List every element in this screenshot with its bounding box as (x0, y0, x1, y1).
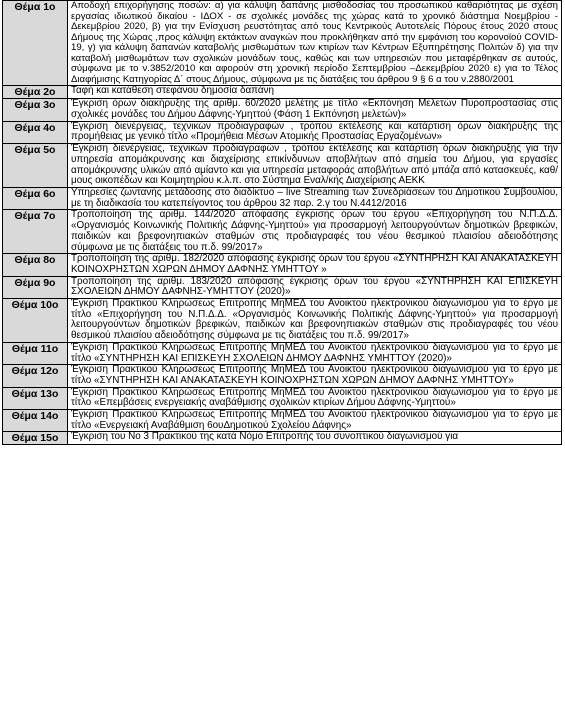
agenda-row (3, 188, 562, 210)
agenda-row (3, 276, 562, 298)
agenda-row (3, 410, 562, 432)
agenda-row (3, 210, 562, 254)
agenda-row (3, 144, 562, 188)
agenda-item-description: Έγκριση του Νο 3 Πρακτικού της κατά Νόμο Επιτροπής του συνοπτικού διαγωνισμού για (68, 432, 562, 445)
agenda-table (2, 0, 562, 445)
agenda-item-number: Θέμα 14ο (3, 410, 68, 432)
agenda-row (3, 342, 562, 364)
agenda-item-description: Ταφή και κατάθεση στεφάνου δημοσία δαπάνη (68, 86, 562, 99)
agenda-item-number: Θέμα 6ο (3, 188, 68, 210)
agenda-row (3, 432, 562, 445)
agenda-item-number: Θέμα 7ο (3, 210, 68, 254)
agenda-item-number: Θέμα 15ο (3, 432, 68, 445)
agenda-item-number: Θέμα 3ο (3, 99, 68, 121)
agenda-item-description: Έγκριση διενέργειας, τεχνικών προδιαγραφών , τρόπου εκτέλεσης και κατάρτιση όρων διακήρυξης της προμήθειας με γενικό τίτλο «Προμήθεια Μέσων Ατομικής Προστασίας Εργαζομένων» (68, 121, 562, 143)
agenda-item-description: Υπηρεσίες ζωντανής μετάδοσης στο διαδίκτυο – live Streaming των Συνεδριάσεων του Δημοτικού Συμβουλίου, με τη διαδικασία του κατεπείγοντος του άρθρου 32 παρ. 2.γ του Ν.4412/2016 (68, 188, 562, 210)
agenda-item-description: Αποδοχή επιχορήγησης ποσών: α) για κάλυψη δαπάνης μισθοδοσίας του προσωπικού καθαριότητας με σχέση εργασίας ιδιωτικού δικαίου - ΙΔΟΧ - σε σχολικές μονάδες της χώρας κατά το χρονικό διάστημα Νοεμβρίου - Δεκεμβρίου 2020, β) για την Ενίσχυση ρευστότητας από τους Κεντρικούς Αυτοτελείς Πόρους έτους 2020 στους Δήμους της Χώρας ,προς κάλυψη εκτάκτων αναγκών που προκλήθηκαν από την εμφάνιση του κορονοϊού COVID-19, γ) για κάλυψη δαπανών καταβολής μισθωμάτων των κτιρίων των Κέντρων Εξυπηρέτησης Πολιτών δ) για την καταβολή μισθωμάτων των σχολικών μονάδων τους, καθώς και των υπηρεσιών που μεταφέρθηκαν σε αυτούς, σύμφωνα με το ν.3852/2010 και αφορούν στη χρονική περίοδο Σεπτεμβρίου –Δεκεμβρίου 2020 ε) για το Τέλος Διαφήμισης Κατηγορίας Δ΄ στους Δήμους, σύμφωνα με τις διατάξεις του άρθρου 9 § 6 α του ν.2880/2001 (68, 1, 562, 86)
agenda-item-number: Θέμα 11ο (3, 342, 68, 364)
agenda-row (3, 99, 562, 121)
agenda-body (3, 1, 562, 445)
agenda-item-description: Έγκριση Πρακτικού Κληρώσεως Επιτροπής ΜηΜΕΔ του Ανοικτού ηλεκτρονικού διαγωνισμού για το έργο με τίτλο «Επεμβάσεις ενεργειακής αναβάθμισης σχολικών κτιρίων Δήμου Δάφνης-Υμηττού» (68, 387, 562, 409)
agenda-row (3, 387, 562, 409)
agenda-row (3, 365, 562, 387)
agenda-item-description: Έγκριση Πρακτικού Κληρώσεως Επιτροπής ΜηΜΕΔ του Ανοικτού ηλεκτρονικού διαγωνισμού για το έργο με τίτλο «Επιχορήγηση του Ν.Π.Δ.Δ. «Οργανισμός Κοινωνικής Πολιτικής Δάφνης-Υμηττού» για προσαρμογή λειτουργούντων δημοτικών βρεφικών, παιδικών και βρεφονηπιακών σταθμών στις προδιαγραφές του νέου θεσμικού πλαισίου αδειοδότησης σύμφωνα με τις διατάξεις του π.δ. 99/2017» (68, 299, 562, 343)
agenda-item-number: Θέμα 4ο (3, 121, 68, 143)
agenda-item-number: Θέμα 9ο (3, 276, 68, 298)
agenda-row (3, 86, 562, 99)
agenda-item-description: Έγκριση Πρακτικού Κληρώσεως Επιτροπής ΜηΜΕΔ του Ανοικτού ηλεκτρονικού διαγωνισμού για το έργο με τίτλο «ΣΥΝΤΗΡΗΣΗ ΚΑΙ ΑΝΑΚΑΤΑΣΚΕΥΗ ΚΟΙΝΟΧΡΗΣΤΩΝ ΧΩΡΩΝ ΔΗΜΟΥ ΔΑΦΝΗΣ ΥΜΗΤΤΟΥ» (68, 365, 562, 387)
agenda-item-description: Έγκριση Πρακτικού Κληρώσεως Επιτροπής ΜηΜΕΔ του Ανοικτού ηλεκτρονικού διαγωνισμού για το έργο με τίτλο «ΣΥΝΤΗΡΗΣΗ ΚΑΙ ΕΠΙΣΚΕΥΗ ΣΧΟΛΕΙΩΝ ΔΗΜΟΥ ΔΑΦΝΗΣ ΥΜΗΤΤΟΥ (2020)» (68, 342, 562, 364)
agenda-item-description: Τροποποίηση της αριθμ. 182/2020 απόφασης έγκρισης όρων του έργου «ΣΥΝΤΗΡΗΣΗ ΚΑΙ ΑΝΑΚΑΤΑΣΚΕΥΗ ΚΟΙΝΟΧΡΗΣΤΩΝ ΧΩΡΩΝ ΔΗΜΟΥ ΔΑΦΝΗΣ ΥΜΗΤΤΟΥ » (68, 254, 562, 276)
agenda-item-number: Θέμα 12ο (3, 365, 68, 387)
agenda-item-description: Τροποποίηση της αριθμ. 144/2020 απόφασης έγκρισης όρων του έργου «Επιχορήγηση του Ν.Π.Δ.Δ. «Οργανισμός Κοινωνικής Πολιτικής Δάφνης-Υμηττού» για προσαρμογή λειτουργούντων δημοτικών βρεφικών, παιδικών και βρεφονηπιακών σταθμών στις προδιαγραφές του νέου θεσμικού πλαισίου αδειοδότησης σύμφωνα με τις διατάξεις του π.δ. 99/2017» (68, 210, 562, 254)
agenda-item-description: Έγκριση όρων διακήρυξης της αριθμ. 60/2020 μελέτης με τίτλο «Εκπόνηση Μελετών Πυροπροστασίας στις σχολικές μονάδες του Δήμου Δάφνης-Υμηττού (Φάση 1 Εκπόνηση μελετών)» (68, 99, 562, 121)
agenda-item-number: Θέμα 8ο (3, 254, 68, 276)
agenda-item-number: Θέμα 1ο (3, 1, 68, 86)
agenda-row (3, 1, 562, 86)
agenda-item-number: Θέμα 5ο (3, 144, 68, 188)
agenda-item-description: Έγκριση διενέργειας, τεχνικών προδιαγραφών , τρόπου εκτέλεσης και κατάρτιση όρων διακήρυξης για την υπηρεσία απομάκρυνσης και διαχείρισης επικίνδυνων αποβλήτων από σημεία του Δήμου, για εργασίες απομάκρυνσης υλικών από αμίαντο και για υπηρεσία μεταφοράς αποβλήτων από μπάζα από κατασκευές, καθ/μους οικοπέδων και Κοιμητηρίου κ.λ.π. στο Σύστημα Εναλ/κής Διαχείρισης ΑΕΚΚ (68, 144, 562, 188)
agenda-item-number: Θέμα 10ο (3, 299, 68, 343)
agenda-item-description: Έγκριση Πρακτικού Κληρώσεως Επιτροπής ΜηΜΕΔ του Ανοικτού ηλεκτρονικού διαγωνισμού για το έργο με τίτλο «Ενεργειακή Αναβάθμιση 6ουΔημοτικού Σχολείου Δάφνης» (68, 410, 562, 432)
agenda-item-number: Θέμα 2ο (3, 86, 68, 99)
agenda-item-number: Θέμα 13ο (3, 387, 68, 409)
agenda-item-description: Τροποποίηση της αριθμ. 183/2020 απόφασης έγκρισης όρων του έργου «ΣΥΝΤΗΡΗΣΗ ΚΑΙ ΕΠΙΣΚΕΥΗ ΣΧΟΛΕΙΩΝ ΔΗΜΟΥ ΔΑΦΝΗΣ-ΥΜΗΤΤΟΥ (2020)» (68, 276, 562, 298)
agenda-row (3, 121, 562, 143)
agenda-row (3, 254, 562, 276)
agenda-row (3, 299, 562, 343)
